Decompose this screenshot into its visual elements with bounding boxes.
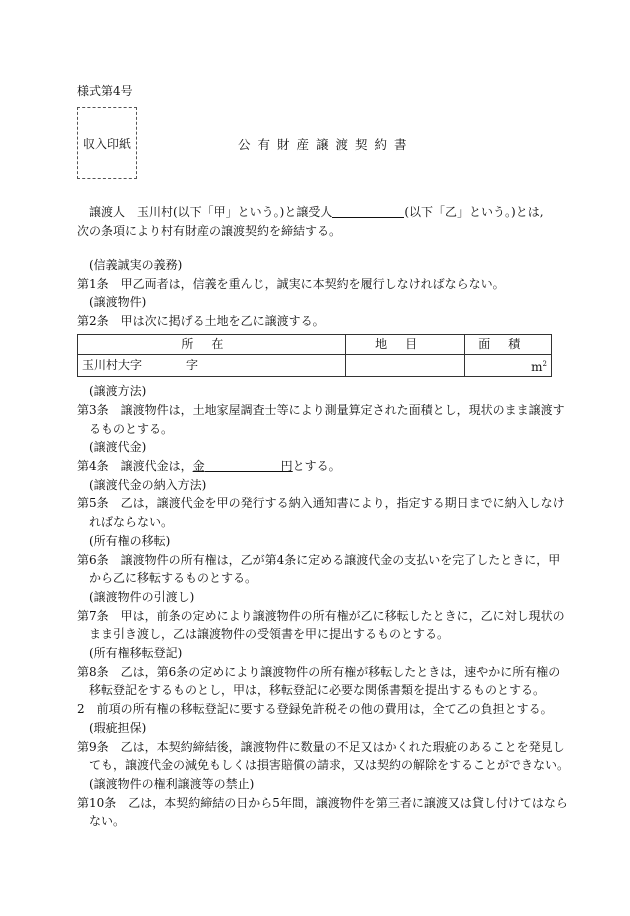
article-9-caption: (瑕疵担保) — [89, 720, 147, 735]
cell-area[interactable] — [465, 354, 552, 377]
article-9-line-1: 第9条 乙は，本契約締結後，譲渡物件に数量の不足又はかくれた瑕疵のあることを発見し — [77, 739, 565, 754]
revenue-stamp-box — [77, 107, 137, 179]
contract-body — [77, 256, 570, 831]
article-1-text: 第1条 甲乙両者は，信義を重んじ，誠実に本契約を履行しなければならない。 — [77, 276, 505, 291]
article-8-line-1: 第8条 乙は，第6条の定めにより譲渡物件の所有権が移転したときは，速やかに所有権の — [77, 664, 561, 679]
article-6-line-2: から乙に移転するものとする。 — [89, 571, 258, 586]
area-unit-sup: 2 — [542, 359, 547, 368]
location-aza: 字 — [186, 358, 199, 373]
article-5-line-2: ればならない。 — [89, 515, 174, 530]
form-number: 様式第4号 — [77, 84, 133, 98]
article-7-line-2: まま引き渡し，乙は譲渡物件の受領書を甲に提出するものとする。 — [89, 627, 450, 642]
article-3-line-2: るものとする。 — [89, 421, 174, 436]
land-table-header — [78, 334, 552, 354]
stamp-label: 収入印紙 — [82, 136, 131, 151]
article-10-line-1: 第10条 乙は，本契約締結の日から5年間，譲渡物件を第三者に譲渡又は貸し付けてはなら — [77, 795, 568, 810]
document-title: 公有財産譲渡契約書 — [238, 137, 414, 152]
land-table-row — [78, 354, 552, 377]
amount-blank[interactable] — [205, 459, 281, 472]
article-1-caption: (信義誠実の義務) — [89, 258, 183, 272]
header-land-category: 地目 — [345, 334, 465, 354]
amount-unit: 円 — [280, 459, 293, 474]
intro-text-3: 次の条項により村有財産の譲渡契約を締結する。 — [77, 224, 342, 238]
article-3-line-1: 第3条 譲渡物件は，土地家屋調査士等により測量算定された面積とし，現状のまま譲渡す — [77, 402, 565, 417]
article-8-paragraph-2: 2 前項の所有権の移転登記に要する登録免許税その他の費用は，全て乙の負担とする。 — [77, 702, 553, 717]
article-7-caption: (譲渡物件の引渡し) — [89, 589, 195, 604]
article-4-post: とする。 — [292, 459, 341, 474]
land-table — [77, 334, 552, 377]
article-6-line-1: 第6条 譲渡物件の所有権は，乙が第4条に定める譲渡代金の支払いを完了したときに，甲 — [77, 552, 561, 567]
article-4-caption: (譲渡代金) — [89, 440, 147, 455]
article-8-caption: (所有権移転登記) — [89, 646, 183, 661]
article-8-line-2: 移転登記をするものとし，甲は，移転登記に必要な関係書類を提出するものとする。 — [89, 683, 546, 698]
article-6-caption: (所有権の移転) — [89, 533, 171, 548]
article-10-line-2: ない。 — [89, 814, 126, 829]
area-unit: m — [531, 359, 543, 374]
intro-text-1: 譲渡人 玉川村(以下「甲」という。)と譲受人 — [89, 205, 333, 219]
article-2-caption: (譲渡物件) — [89, 295, 147, 310]
intro-paragraph — [77, 203, 552, 241]
cell-location[interactable] — [78, 354, 346, 377]
article-9-line-2: ても，譲渡代金の減免もしくは損害賠償の請求，又は契約の解除をすることができない。 — [89, 758, 570, 773]
article-4-pre: 第4条 譲渡代金は， — [77, 459, 193, 474]
article-4-text — [77, 457, 552, 476]
amount-mark: 金 — [192, 459, 205, 474]
article-5-caption: (譲渡代金の納入方法) — [89, 477, 207, 492]
article-5-line-1: 第5条 乙は，譲渡代金を甲の発行する納入通知書により，指定する期日までに納入しなけ — [77, 496, 565, 511]
article-10-caption: (譲渡物件の権利譲渡等の禁止) — [89, 776, 255, 791]
article-7-line-1: 第7条 甲は，前条の定めにより譲渡物件の所有権が乙に移転したときに，乙に対し現状の — [77, 608, 565, 623]
intro-text-2: (以下「乙」という。)とは, — [404, 205, 544, 219]
cell-land-category[interactable] — [345, 354, 465, 377]
header-location: 所在 — [78, 334, 346, 354]
article-3-caption: (譲渡方法) — [89, 384, 147, 399]
transferee-blank[interactable] — [332, 205, 404, 218]
header-area: 面積 — [465, 334, 552, 354]
location-oaza: 玉川村大字 — [82, 358, 143, 373]
article-2-text: 第2条 甲は次に掲げる土地を乙に譲渡する。 — [77, 314, 325, 329]
